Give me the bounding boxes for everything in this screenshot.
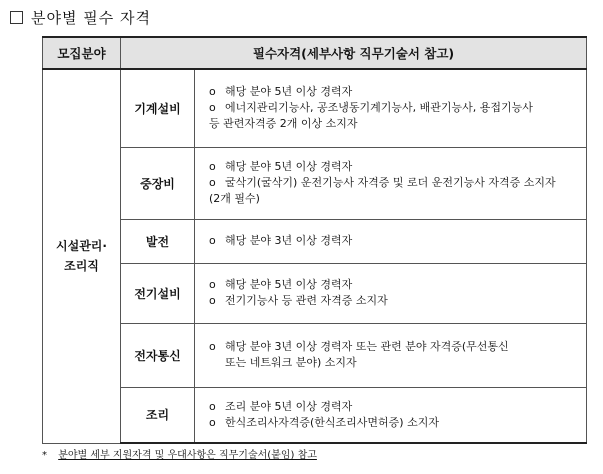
table-row xyxy=(43,387,587,443)
bullet-icon: o xyxy=(209,101,216,115)
department-cell xyxy=(43,69,121,443)
qualification-cell xyxy=(195,219,587,263)
bullet-icon: o xyxy=(209,294,216,307)
field-cell: 전기설비 xyxy=(121,263,195,323)
field-cell: 기계설비 xyxy=(121,69,195,147)
bullet-icon: o xyxy=(209,340,216,353)
header-qualification: 필수자격(세부사항 직무기술서 참고) xyxy=(121,37,587,69)
qualification-item: 등 관련자격증 2개 이상 소지자 xyxy=(209,117,358,131)
qualification-cell xyxy=(195,387,587,443)
qualification-table xyxy=(42,36,587,444)
qualification-cell xyxy=(195,69,587,147)
footnote-text: 분야별 세부 지원자격 및 우대사항은 직무기술서(붙임) 참고 xyxy=(58,450,317,461)
bullet-icon: o xyxy=(209,176,216,189)
table-row xyxy=(43,147,587,219)
bullet-icon: o xyxy=(209,278,216,291)
qualification-cell xyxy=(195,147,587,219)
bullet-icon: o xyxy=(209,399,216,413)
qualification-item: (2개 필수) xyxy=(209,192,260,205)
department-label: 시설관리· 조리직 xyxy=(56,239,107,274)
table-row xyxy=(43,263,587,323)
section-title xyxy=(10,6,151,28)
qualification-item: 해당 분야 5년 이상 경력자 xyxy=(225,278,353,291)
qualification-item: 조리 분야 5년 이상 경력자 xyxy=(225,399,353,413)
field-cell: 중장비 xyxy=(121,147,195,219)
section-title-text: 분야별 필수 자격 xyxy=(31,8,151,27)
qualification-cell xyxy=(195,263,587,323)
table-row xyxy=(43,219,587,263)
bullet-icon: o xyxy=(209,85,216,99)
qualification-item: 해당 분야 3년 이상 경력자 또는 관련 분야 자격증(무선통신 xyxy=(225,340,509,353)
table-row xyxy=(43,323,587,387)
qualification-item: 에너지관리기능사, 공조냉동기계기능사, 배관기능사, 용접기능사 xyxy=(225,101,533,115)
qualification-cell xyxy=(195,323,587,387)
field-cell: 전자통신 xyxy=(121,323,195,387)
qualification-item: 굴삭기(굴삭기) 운전기능사 자격증 및 로더 운전기능사 자격증 소지자 xyxy=(225,176,556,189)
qualification-item: 또는 네트워크 분야) 소지자 xyxy=(225,356,357,369)
bullet-icon: o xyxy=(209,415,216,429)
field-cell: 발전 xyxy=(121,219,195,263)
qualification-item: 전기기능사 등 관련 자격증 소지자 xyxy=(225,294,388,307)
field-cell: 조리 xyxy=(121,387,195,443)
qualification-item: 한식조리사자격증(한식조리사면허증) 소지자 xyxy=(225,415,439,429)
bullet-icon: o xyxy=(209,160,216,173)
table-header-row xyxy=(43,37,587,69)
bullet-icon: o xyxy=(209,234,216,247)
header-department: 모집분야 xyxy=(43,37,121,69)
qualification-item: 해당 분야 5년 이상 경력자 xyxy=(225,160,353,173)
qualification-item: 해당 분야 5년 이상 경력자 xyxy=(225,85,353,99)
footnote xyxy=(42,446,317,461)
footnote-marker: * xyxy=(42,450,47,461)
table-row xyxy=(43,69,587,147)
qualification-item: 해당 분야 3년 이상 경력자 xyxy=(225,234,353,247)
checkbox-square-icon xyxy=(10,11,23,24)
